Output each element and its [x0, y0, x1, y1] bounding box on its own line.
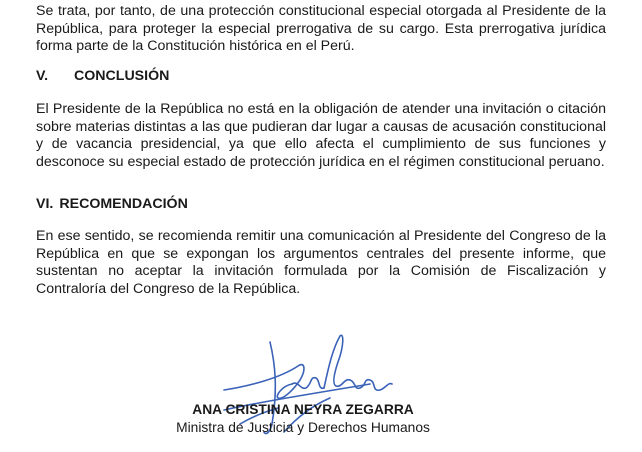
signature-stroke — [224, 365, 304, 399]
signatory-name: ANA CRISTINA NEYRA ZEGARRA — [192, 402, 414, 417]
conclusion-heading — [36, 67, 169, 85]
signatory-title: Ministra de Justicia y Derechos Humanos — [176, 420, 430, 435]
conclusion-heading-number: V. — [36, 68, 49, 84]
signature-stroke — [350, 380, 392, 391]
signature-stroke — [292, 378, 324, 389]
conclusion-heading-title: CONCLUSIÓN — [74, 68, 170, 84]
recommendation-heading — [36, 195, 188, 213]
signature-stroke — [324, 335, 350, 388]
recommendation-paragraph: En ese sentido, se recomienda remitir una comunicación al Presidente del Congreso de la República en que se expongan los argumentos centrales del presente informe, que sustentan no aceptar la invitación formulada por la Comisión de Fiscalización y Contraloría del Congreso de la República. — [36, 228, 606, 297]
intro-paragraph: Se trata, por tanto, de una protección constitucional especial otorgada al Presidente de la República, para proteger la especial prerrogativa de su cargo. Esta prerrogativa jurídica forma parte de la Constitución histórica en el Perú. — [36, 3, 606, 55]
recommendation-heading-title: RECOMENDACIÓN — [59, 196, 188, 212]
recommendation-heading-number: VI. — [36, 196, 54, 212]
conclusion-paragraph: El Presidente de la República no está en la obligación de atender una invitación o citación sobre materias distintas a las que pudieran dar lugar a causas de acusación constitucional y de vacancia presidencial, ya que ello afecta el cumplimiento de sus funciones y desconoce su especial estado de protección jurídica en el régimen constitucional peruano. — [36, 101, 606, 170]
